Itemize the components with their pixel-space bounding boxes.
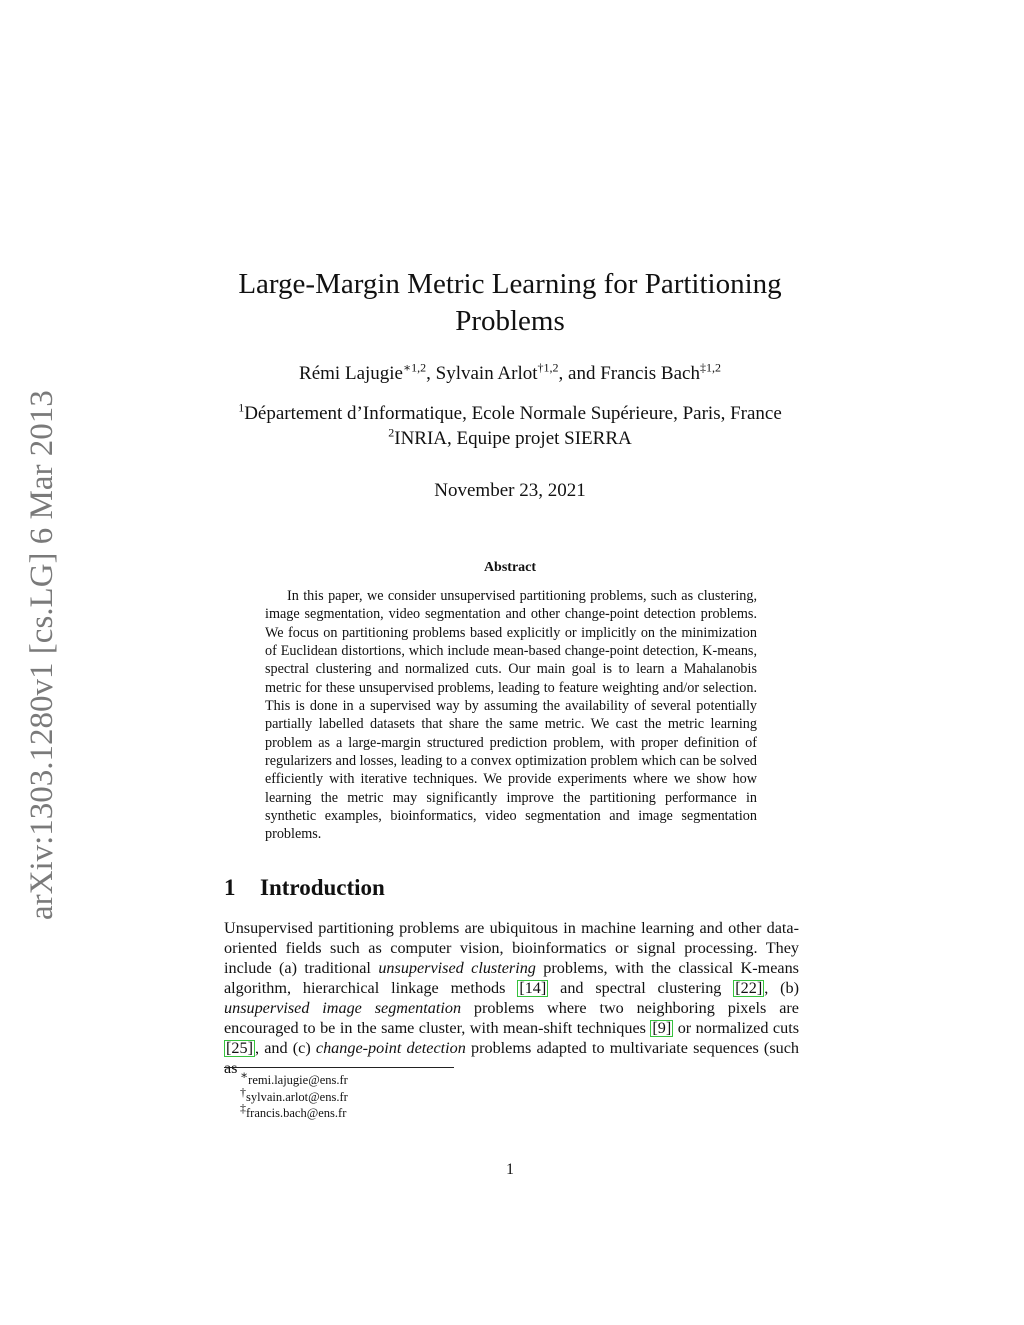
author-name-1: Rémi Lajugie (299, 363, 403, 384)
author-name-2: Sylvain Arlot (435, 363, 538, 384)
affiliation-mark-2: 2 (388, 425, 395, 440)
citation-link-25[interactable]: [25] (226, 1039, 253, 1057)
arxiv-stamp-text: arXiv:1303.1280v1 [cs.LG] 6 Mar 2013 (24, 390, 60, 920)
affiliation-text-2: INRIA, Equipe projet SIERRA (394, 428, 632, 449)
footnote-email-1: remi.lajugie@ens.fr (248, 1073, 348, 1087)
intro-emphasis-3: change-point detection (315, 1039, 466, 1057)
intro-text-3: and spectral clustering (548, 979, 734, 997)
intro-emphasis-1: unsupervised clustering (378, 959, 536, 977)
title-line-2: Problems (455, 305, 565, 337)
footnotes (240, 1067, 348, 1122)
intro-text-7: , and (c) (254, 1039, 316, 1057)
footnote-divider (224, 1067, 454, 1068)
affiliation-text-1: Département d’Informatique, Ecole Normale Supérieure, Paris, France (244, 403, 782, 424)
intro-text-5: problems where two neighboring pixels are encouraged to be in the same cluster, with mean-shift techniques (224, 999, 799, 1037)
affiliation-2 (200, 426, 820, 451)
section-number: 1 (224, 875, 236, 900)
author-mark-1: ∗1,2 (403, 360, 427, 375)
arxiv-stamp (22, 365, 62, 920)
intro-text-1: Unsupervised partitioning problems are ubiquitous in machine learning and other data-oriented fields such as computer vision, bioinformatics or signal processing. They include (a) traditional (224, 919, 799, 977)
footnote-mark-1: ∗ (240, 1067, 249, 1082)
abstract-text: In this paper, we consider unsupervised partitioning problems, such as clustering, image segmentation, video segmentation and other change-point detection problems. We focus on partitioning problems based explicitly or implicitly on the minimization of Euclidean distortions, which include mean-based change-point detection, K-means, spectral clustering and normalized cuts. Our main goal is to learn a Mahalanobis metric for these unsupervised problems, leading to feature weighting and/or selection. This is done in a supervised way by assuming the availability of several potentially partially labelled datasets that share the same metric. We cast the metric learning problem as a large-margin structured prediction problem, with proper definition of regularizers and losses, leading to a convex optimization problem which can be solved efficiently with iterative techniques. We provide experiments where we show how learning the metric may significantly improve the partitioning performance in synthetic examples, bioinformatics, video segmentation and image segmentation problems. (265, 588, 757, 843)
footnote-mark-3: ‡ (240, 1100, 246, 1115)
footnote-3 (240, 1100, 348, 1122)
author-separator-2: , and (558, 363, 601, 384)
affiliation-1 (200, 401, 820, 426)
intro-text-6: or normalized cuts (673, 1019, 799, 1037)
author-list (200, 361, 820, 387)
section-title: Introduction (260, 875, 385, 900)
author-name-3: Francis Bach (600, 363, 700, 384)
footnote-1 (240, 1067, 348, 1089)
section-heading (224, 873, 385, 903)
author-mark-2: †1,2 (537, 360, 559, 375)
abstract-heading: Abstract (483, 560, 537, 575)
intro-emphasis-2: unsupervised image segmentation (224, 999, 462, 1017)
footnote-mark-2: † (240, 1084, 246, 1099)
footnote-email-2: sylvain.arlot@ens.fr (246, 1089, 348, 1104)
intro-text-8: problems adapted to multivariate sequences (such as (224, 1039, 799, 1077)
intro-paragraph (224, 918, 799, 1078)
intro-text-2: problems, with the classical K-means algorithm, hierarchical linkage methods (224, 959, 799, 997)
title-line-1: Large-Margin Metric Learning for Partitioning (238, 268, 782, 300)
citation-link-9[interactable]: [9] (652, 1019, 672, 1037)
citation-link-22[interactable]: [22] (735, 979, 763, 997)
citation-link-14[interactable]: [14] (519, 979, 547, 997)
page-number: 1 (506, 1161, 514, 1178)
author-separator-1: , (426, 363, 436, 384)
paper-title (200, 266, 820, 340)
author-mark-3: ‡1,2 (699, 360, 721, 375)
affiliations (200, 401, 820, 451)
footnote-2 (240, 1084, 348, 1106)
affiliation-mark-1: 1 (238, 400, 245, 415)
intro-text-4: , (b) (764, 979, 800, 997)
footnote-email-3: francis.bach@ens.fr (246, 1106, 347, 1120)
paper-date: November 23, 2021 (434, 480, 586, 501)
